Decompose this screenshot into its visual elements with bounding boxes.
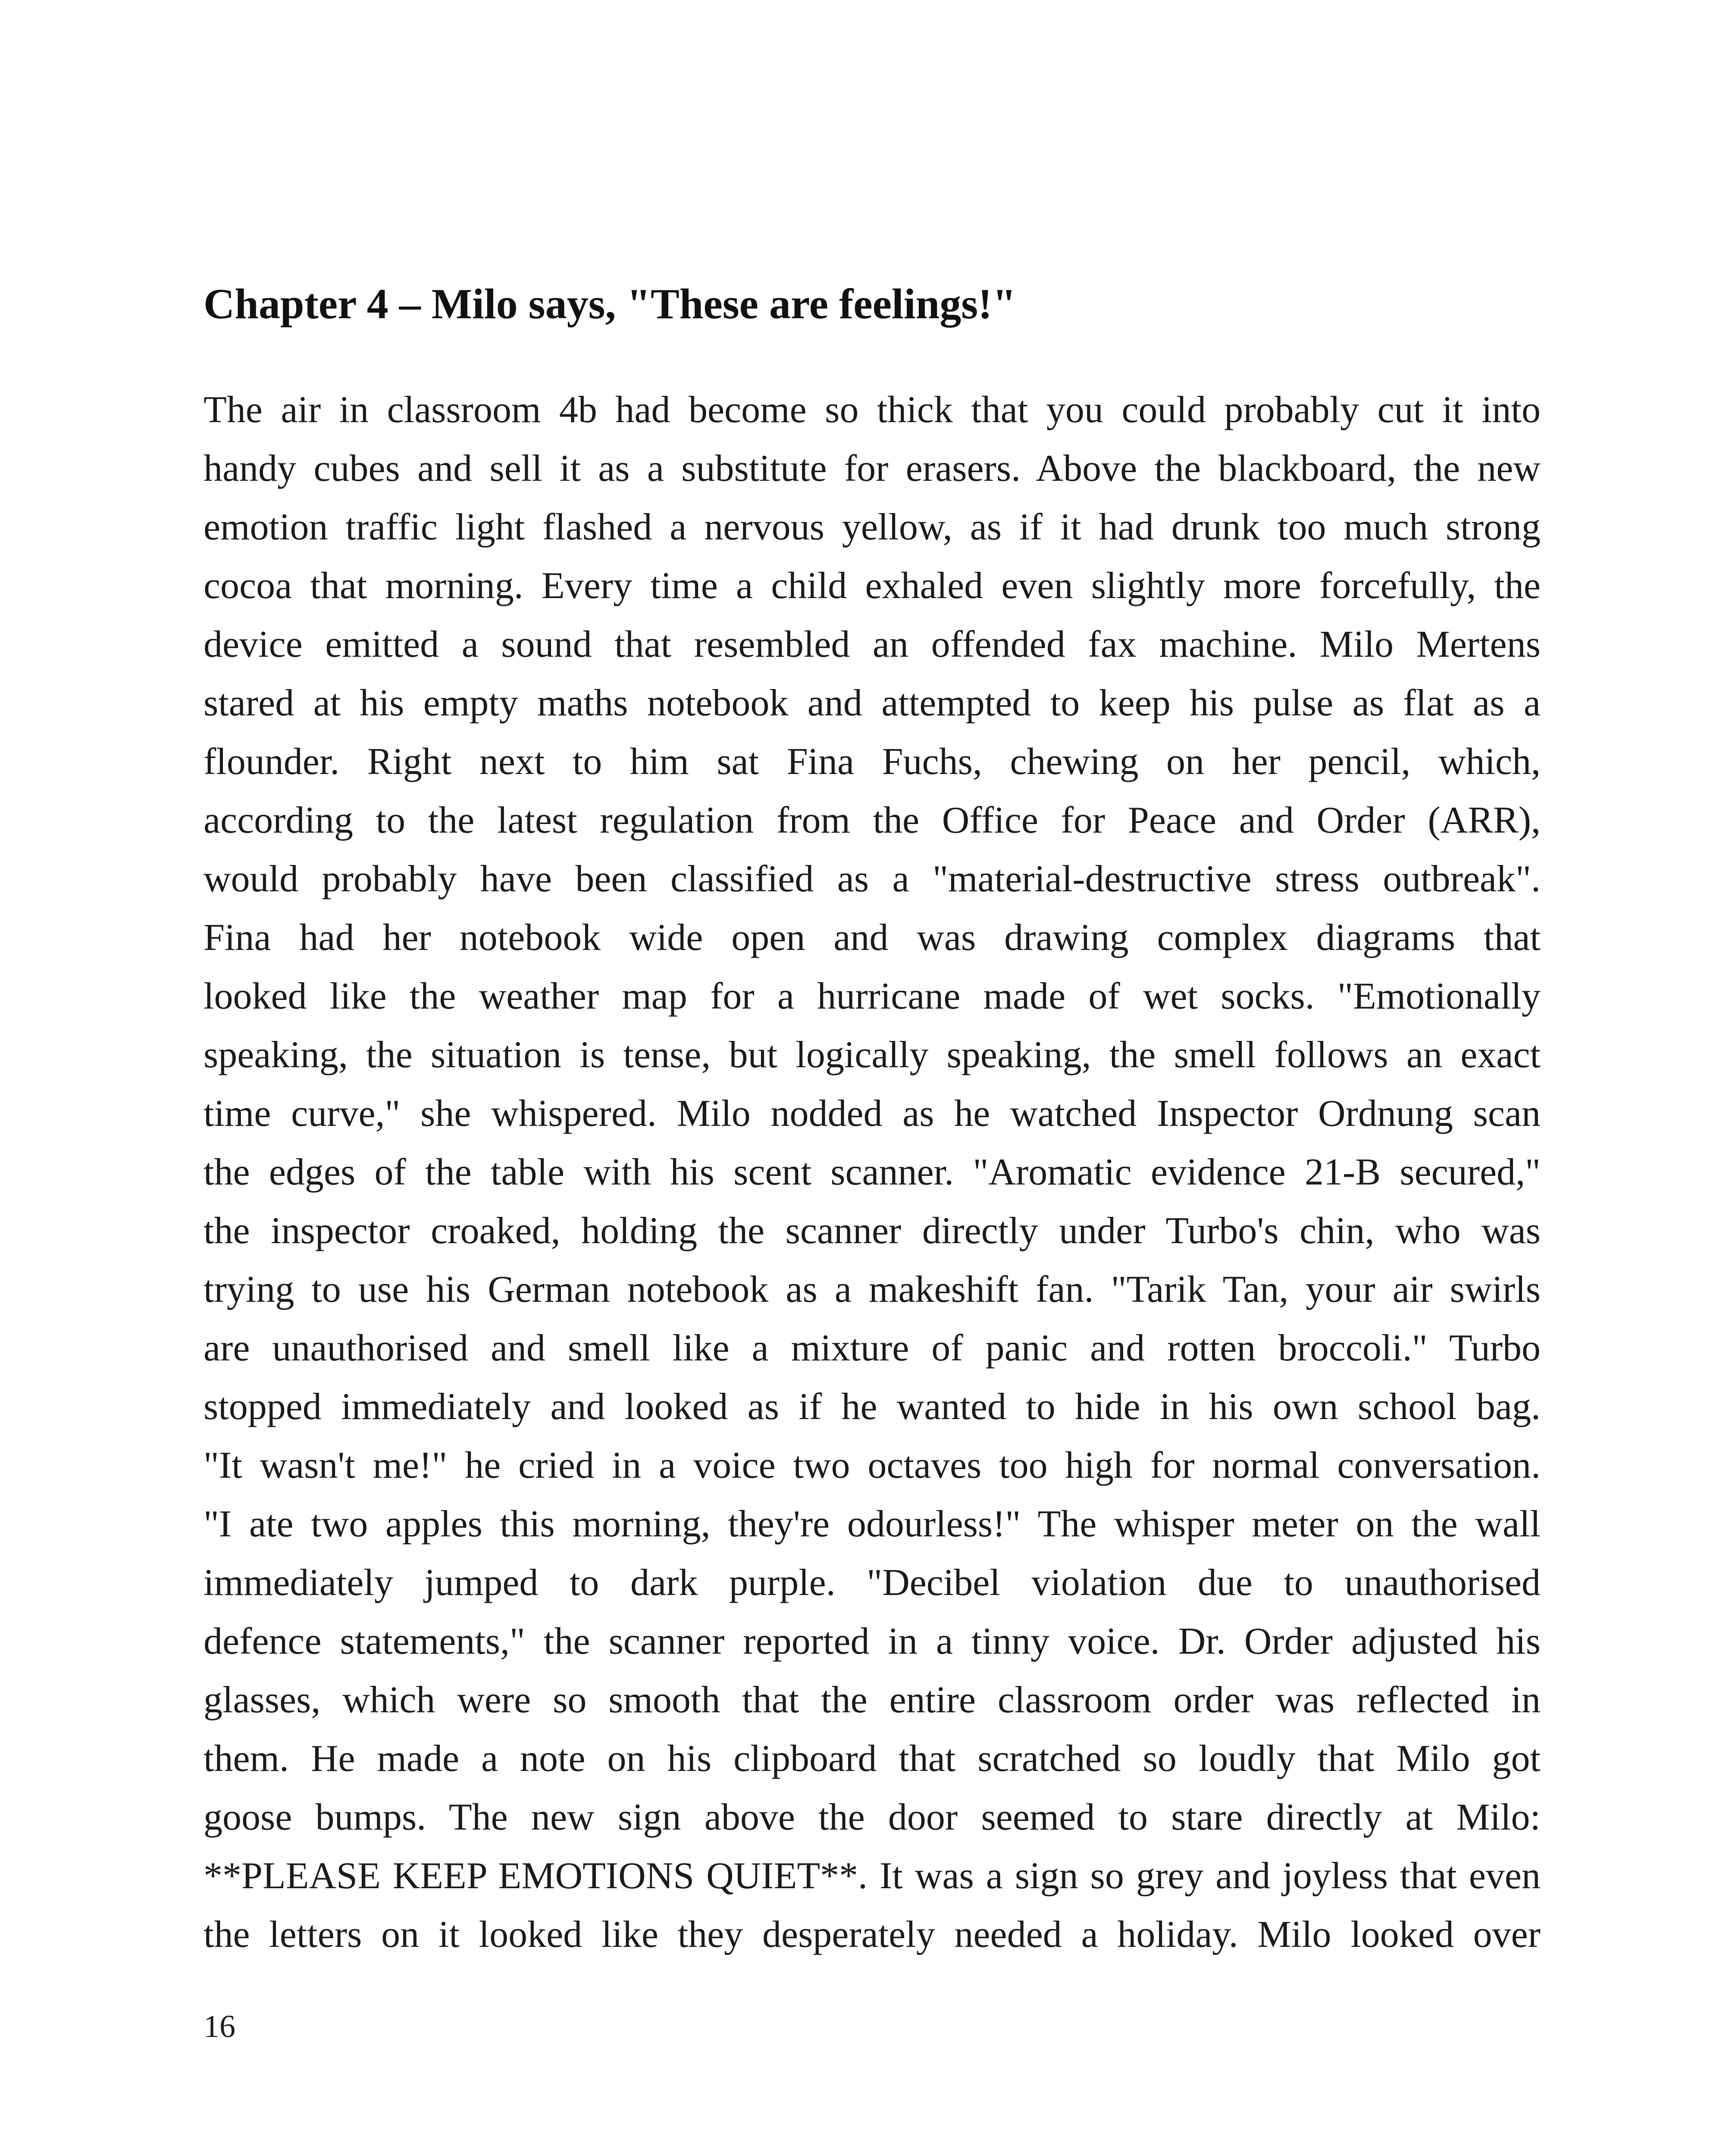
text-line: stared at his empty maths notebook and attempted to keep his pulse as flat as a — [204, 682, 1541, 724]
body-text — [204, 381, 1541, 1964]
text-line: the edges of the table with his scent scanner. "Aromatic evidence 21-B secured," — [204, 1151, 1541, 1193]
chapter-title: Chapter 4 – Milo says, "These are feelings!" — [204, 280, 1016, 328]
text-line: goose bumps. The new sign above the door seemed to stare directly at Milo: — [204, 1796, 1541, 1838]
text-line: "I ate two apples this morning, they're odourless!" The whisper meter on the wall — [204, 1503, 1541, 1545]
text-line: are unauthorised and smell like a mixture of panic and rotten broccoli." Turbo — [204, 1327, 1541, 1369]
text-line: them. He made a note on his clipboard that scratched so loudly that Milo got — [204, 1738, 1541, 1780]
text-line: the letters on it looked like they desperately needed a holiday. Milo looked over — [204, 1914, 1541, 1955]
page-number: 16 — [204, 2009, 235, 2044]
text-line: device emitted a sound that resembled an offended fax machine. Milo Mertens — [204, 624, 1541, 665]
text-line: The air in classroom 4b had become so thick that you could probably cut it into — [204, 389, 1541, 431]
text-line: "It wasn't me!" he cried in a voice two octaves too high for normal conversation. — [204, 1445, 1541, 1486]
text-line: cocoa that morning. Every time a child exhaled even slightly more forcefully, the — [204, 565, 1541, 607]
text-line: defence statements," the scanner reported in a tinny voice. Dr. Order adjusted his — [204, 1620, 1541, 1662]
text-line: time curve," she whispered. Milo nodded as he watched Inspector Ordnung scan — [204, 1093, 1541, 1134]
text-line: looked like the weather map for a hurricane made of wet socks. "Emotionally — [204, 975, 1541, 1017]
text-line: emotion traffic light flashed a nervous yellow, as if it had drunk too much strong — [204, 506, 1541, 548]
text-line: according to the latest regulation from the Office for Peace and Order (ARR), — [204, 799, 1541, 841]
text-line: stopped immediately and looked as if he wanted to hide in his own school bag. — [204, 1386, 1541, 1428]
text-line: would probably have been classified as a "material-destructive stress outbreak". — [204, 858, 1541, 900]
text-line: immediately jumped to dark purple. "Decibel violation due to unauthorised — [204, 1562, 1541, 1604]
text-line: **PLEASE KEEP EMOTIONS QUIET**. It was a sign so grey and joyless that even — [204, 1855, 1541, 1897]
text-line: speaking, the situation is tense, but logically speaking, the smell follows an exact — [204, 1034, 1541, 1076]
text-line: Fina had her notebook wide open and was drawing complex diagrams that — [204, 917, 1541, 959]
text-line: glasses, which were so smooth that the entire classroom order was reflected in — [204, 1679, 1541, 1721]
text-line: handy cubes and sell it as a substitute for erasers. Above the blackboard, the new — [204, 448, 1541, 489]
text-line: flounder. Right next to him sat Fina Fuchs, chewing on her pencil, which, — [204, 741, 1541, 783]
text-line: trying to use his German notebook as a makeshift fan. "Tarik Tan, your air swirls — [204, 1269, 1541, 1310]
text-line: the inspector croaked, holding the scanner directly under Turbo's chin, who was — [204, 1210, 1541, 1252]
